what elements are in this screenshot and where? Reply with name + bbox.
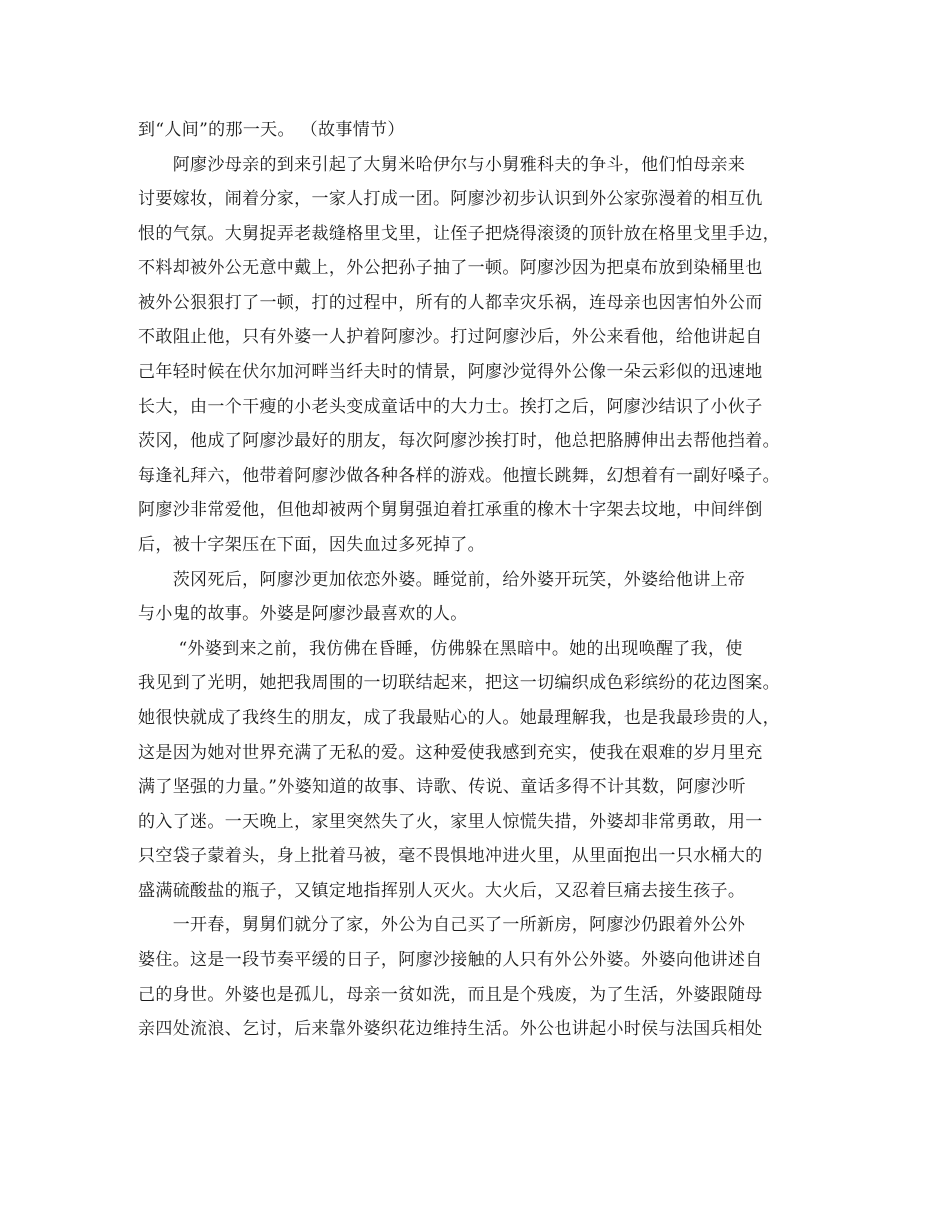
text-line: 阿廖沙非常爱他，但他却被两个舅舅强迫着扛承重的橡木十字架去坟地，中间绊倒 (138, 500, 763, 520)
text-line: 她很快就成了我终生的朋友，成了我最贴心的人。她最理解我，也是我最珍贵的人， (138, 708, 780, 728)
text-line: 茨冈，他成了阿廖沙最好的朋友，每次阿廖沙挨打时，他总把胳膊伸出去帮他挡着。 (138, 431, 780, 451)
text-line: 只空袋子蒙着头，身上批着马被，毫不畏惧地冲进火里，从里面抱出一只水桶大的 (138, 846, 763, 866)
text-line: “外婆到来之前，我仿佛在昏睡，仿佛躲在黑暗中。她的出现唤醒了我，使 (138, 639, 743, 659)
text-line: 恨的气氛。大舅捉弄老裁缝格里戈里，让侄子把烧得滚烫的顶针放在格里戈里手边， (138, 224, 780, 244)
text-line: 长大，由一个干瘦的小老头变成童话中的大力士。挨打之后，阿廖沙结识了小伙子 (138, 397, 763, 417)
text-line: 不料却被外公无意中戴上，外公把孙子抽了一顿。阿廖沙因为把桌布放到染桶里也 (138, 258, 763, 278)
text-line: 茨冈死后，阿廖沙更加依恋外婆。睡觉前，给外婆开玩笑，外婆给他讲上帝 (138, 570, 746, 590)
text-line: 与小鬼的故事。外婆是阿廖沙最喜欢的人。 (138, 604, 468, 624)
text-line: 亲四处流浪、乞讨，后来靠外婆织花边维持生活。外公也讲起小时侯与法国兵相处 (138, 1019, 763, 1039)
text-line: 婆住。这是一段节奏平缓的日子，阿廖沙接触的人只有外公外婆。外婆向他讲述自 (138, 950, 763, 970)
text-line: 被外公狠狠打了一顿，打的过程中，所有的人都幸灾乐祸，连母亲也因害怕外公而 (138, 293, 763, 313)
text-line: 不敢阻止他，只有外婆一人护着阿廖沙。打过阿廖沙后，外公来看他，给他讲起自 (138, 327, 763, 347)
text-line: 的入了迷。一天晚上，家里突然失了火，家里人惊慌失措，外婆却非常勇敢，用一 (138, 812, 763, 832)
text-line: 到“人间”的那一天。 （故事情节） (138, 120, 405, 140)
text-line: 讨要嫁妆，闹着分家，一家人打成一团。阿廖沙初步认识到外公家弥漫着的相互仇 (138, 189, 763, 209)
text-line: 阿廖沙母亲的到来引起了大舅米哈伊尔与小舅雅科夫的争斗，他们怕母亲来 (138, 155, 746, 175)
text-line: 一开春，舅舅们就分了家，外公为自己买了一所新房，阿廖沙仍跟着外公外 (138, 915, 746, 935)
text-line: 己的身世。外婆也是孤儿，母亲一贫如洗，而且是个残废，为了生活，外婆跟随母 (138, 985, 763, 1005)
text-line: 这是因为她对世界充满了无私的爱。这种爱使我感到充实，使我在艰难的岁月里充 (138, 743, 763, 763)
text-line: 后，被十字架压在下面，因失血过多死掉了。 (138, 535, 485, 555)
text-line: 我见到了光明，她把我周围的一切联结起来，把这一切编织成色彩缤纷的花边图案。 (138, 673, 780, 693)
text-line: 己年轻时候在伏尔加河畔当纤夫时的情景，阿廖沙觉得外公像一朵云彩似的迅速地 (138, 362, 763, 382)
text-line: 每逢礼拜六，他带着阿廖沙做各种各样的游戏。他擅长跳舞，幻想着有一副好嗓子。 (138, 466, 780, 486)
text-line: 满了坚强的力量。”外婆知道的故事、诗歌、传说、童话多得不计其数，阿廖沙听 (138, 777, 746, 797)
text-line: 盛满硫酸盐的瓶子，又镇定地指挥别人灭火。大火后，又忍着巨痛去接生孩子。 (138, 881, 746, 901)
